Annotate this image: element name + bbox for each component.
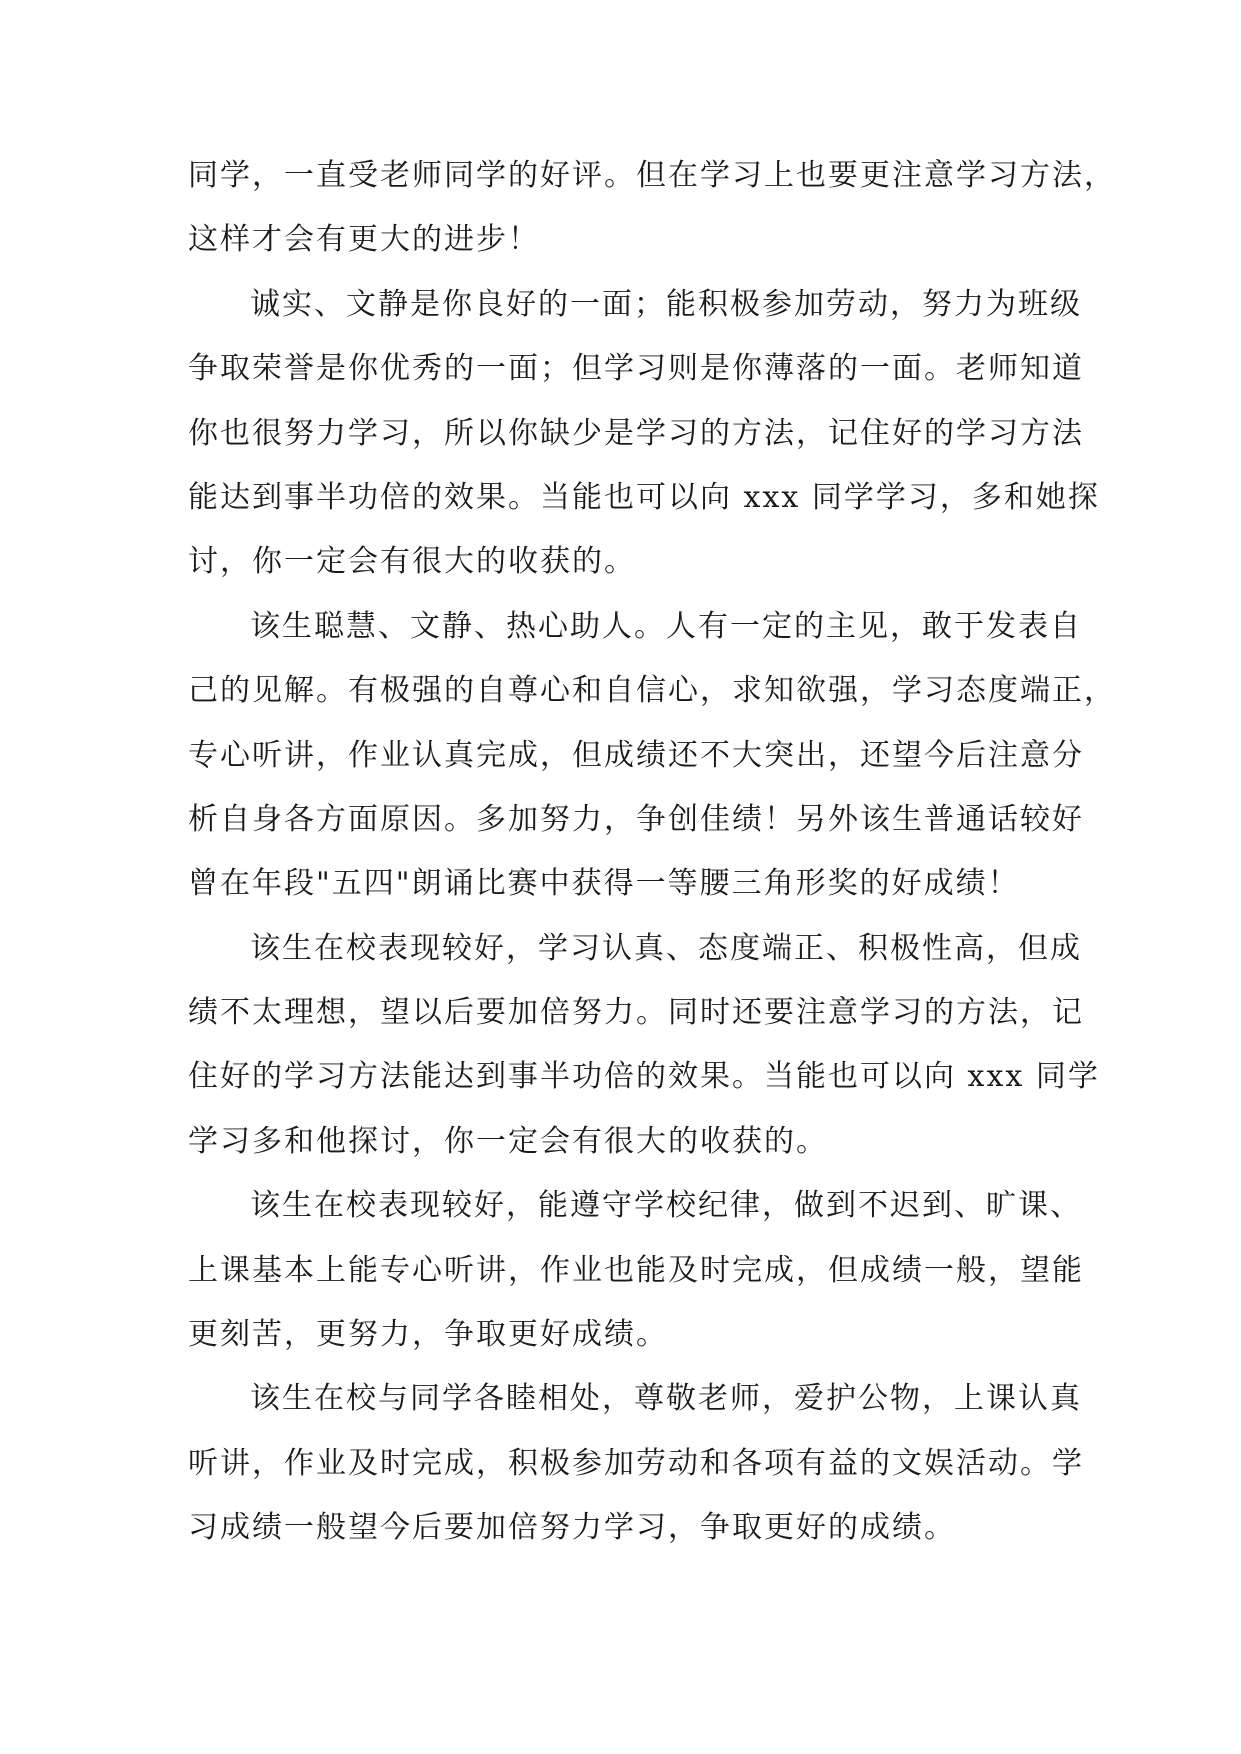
text-line: 你也很努力学习，所以你缺少是学习的方法，记住好的学习方法 [188, 415, 1084, 451]
paragraph-first-line: 该生在校表现较好，能遵守学校纪律，做到不迟到、旷课、 [250, 1188, 1082, 1224]
text-line: 专心听讲，作业认真完成，但成绩还不大突出，还望今后注意分 [188, 737, 1084, 773]
text-line: 绩不太理想，望以后要加倍努力。同时还要注意学习的方法，记 [188, 995, 1084, 1031]
paragraph-first-line: 诚实、文静是你良好的一面；能积极参加劳动，努力为班级 [250, 286, 1082, 322]
paragraph-first-line: 该生聪慧、文静、热心助人。人有一定的主见，敢于发表自 [250, 608, 1082, 644]
text-line: 习成绩一般望今后要加倍努力学习，争取更好的成绩。 [188, 1510, 956, 1546]
text-line: 学习多和他探讨，你一定会有很大的收获的。 [188, 1123, 828, 1159]
text-line: 更刻苦，更努力，争取更好成绩。 [188, 1317, 668, 1353]
paragraph-first-line: 该生在校表现较好，学习认真、态度端正、积极性高，但成 [250, 930, 1082, 966]
document-body [188, 144, 1116, 1561]
text-line: 这样才会有更大的进步！ [188, 222, 540, 258]
text-line: 听讲，作业及时完成，积极参加劳动和各项有益的文娱活动。学 [188, 1445, 1084, 1481]
text-line: 争取荣誉是你优秀的一面；但学习则是你薄落的一面。老师知道 [188, 351, 1084, 387]
paragraph-first-line: 该生在校与同学各睦相处，尊敬老师，爱护公物，上课认真 [250, 1381, 1082, 1417]
text-line: 曾在年段"五四"朗诵比赛中获得一等腰三角形奖的好成绩！ [188, 866, 1020, 902]
text-line: 析自身各方面原因。多加努力，争创佳绩！另外该生普通话较好 [188, 801, 1084, 837]
text-line: 上课基本上能专心听讲，作业也能及时完成，但成绩一般，望能 [188, 1252, 1084, 1288]
text-line: 己的见解。有极强的自尊心和自信心，求知欲强，学习态度端正， [188, 673, 1116, 709]
text-line: 讨，你一定会有很大的收获的。 [188, 544, 636, 580]
text-line: 同学，一直受老师同学的好评。但在学习上也要更注意学习方法， [188, 158, 1116, 193]
text-line: 住好的学习方法能达到事半功倍的效果。当能也可以向 xxx 同学 [188, 1059, 1100, 1095]
text-line: 能达到事半功倍的效果。当能也可以向 xxx 同学学习，多和她探 [188, 479, 1100, 515]
